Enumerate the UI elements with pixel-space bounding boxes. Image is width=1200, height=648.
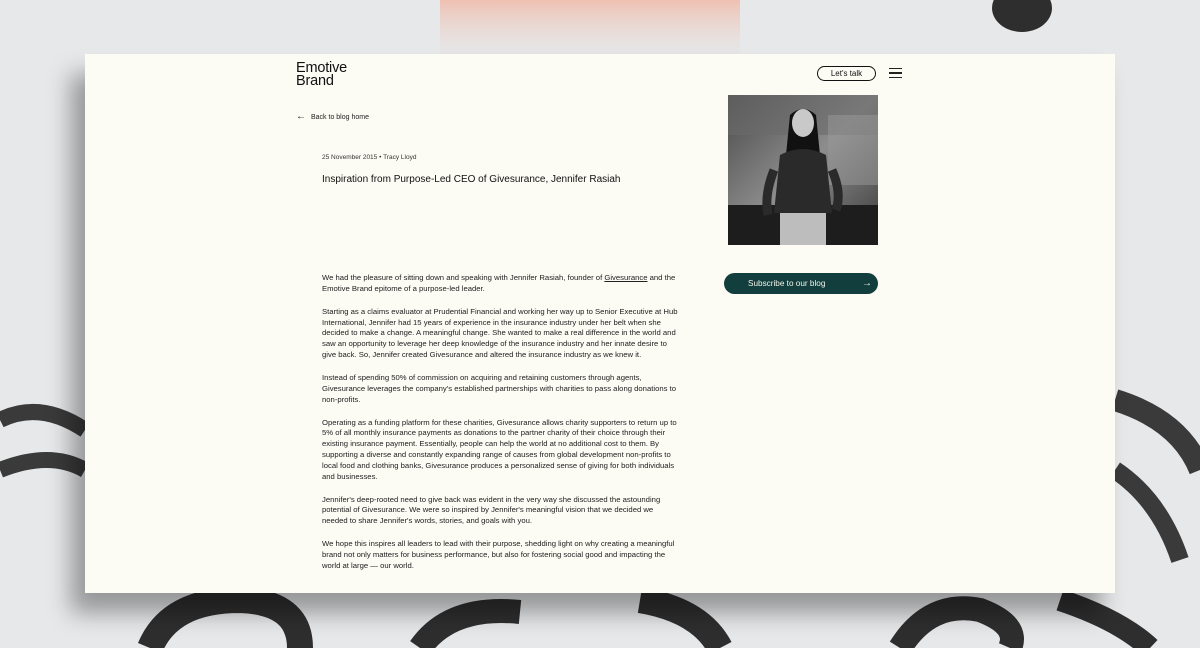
paragraph-6: We hope this inspires all leaders to lead with their purpose, shedding light on why creating a meaningful brand not only matters for business performance, but also for fostering social good and impacting the world at large — our world. — [322, 539, 675, 570]
author-photo — [728, 95, 878, 245]
arrow-right-icon: → — [862, 278, 872, 289]
arrow-left-icon: ← — [296, 111, 306, 122]
paragraph-1 — [322, 273, 679, 295]
givesurance-link[interactable]: Givesurance — [604, 273, 648, 282]
article-body — [322, 273, 679, 584]
logo[interactable] — [296, 62, 347, 87]
subscribe-label: Subscribe to our blog — [748, 279, 826, 288]
paragraph-2: Starting as a claims evaluator at Prudential Financial and working her way up to Senior Executive at Hub International, Jennifer had 15 years of experience in the insurance industry under her belt when she decided to make a change. A meaningful change. She wanted to make a real difference in the world and saw an opportunity to leverage her deep knowledge of the insurance industry and her innate desire to give back. So, Jennifer created Givesurance and altered the insurance industry as we knew it. — [322, 306, 678, 359]
back-link-label: Back to blog home — [311, 113, 369, 121]
subscribe-button[interactable] — [724, 273, 878, 294]
logo-line-2: Brand — [296, 72, 334, 89]
hamburger-icon[interactable] — [889, 68, 902, 80]
post-date: 25 November 2015 — [322, 154, 378, 161]
p1-text-after: and the Emotive Brand epitome of a purpose-led leader. — [322, 273, 676, 293]
blog-page — [85, 54, 1115, 593]
paragraph-3: Instead of spending 50% of commission on acquiring and retaining customers through agents, Givesurance leverages the company's established partnerships with charities to pass along donations to non-profits. — [322, 372, 677, 404]
post-author: Tracy Lloyd — [383, 154, 417, 161]
paragraph-5: Jennifer's deep-rooted need to give back was evident in the very way she discussed the astounding potential of Givesurance. We were so inspired by Jennifer's meaningful vision that we decided we needed to share Jennifer's words, stories, and goals with you. — [322, 494, 661, 526]
back-to-blog-link[interactable] — [296, 113, 369, 121]
post-title: Inspiration from Purpose-Led CEO of Givesurance, Jennifer Rasiah — [322, 174, 621, 185]
p1-text-before: We had the pleasure of sitting down and speaking with Jennifer Rasiah, founder of — [322, 273, 605, 282]
logo-line-1: Emotive — [296, 60, 347, 76]
meta-separator: • — [379, 154, 382, 161]
post-meta — [322, 154, 416, 161]
lets-talk-button[interactable]: Let's talk — [817, 66, 876, 81]
paragraph-4: Operating as a funding platform for these charities, Givesurance allows charity supporters to return up to 5% of all monthly insurance payments as donations to the partner charity of their choice through their existing insurance payment. Essentially, people can help the world at no additional cost to them. By supporting a diverse and constantly expanding range of causes from global development non-profits to local food and clothing banks, Givesurance produces a personalized sense of giving for both individuals and businesses. — [322, 417, 677, 481]
